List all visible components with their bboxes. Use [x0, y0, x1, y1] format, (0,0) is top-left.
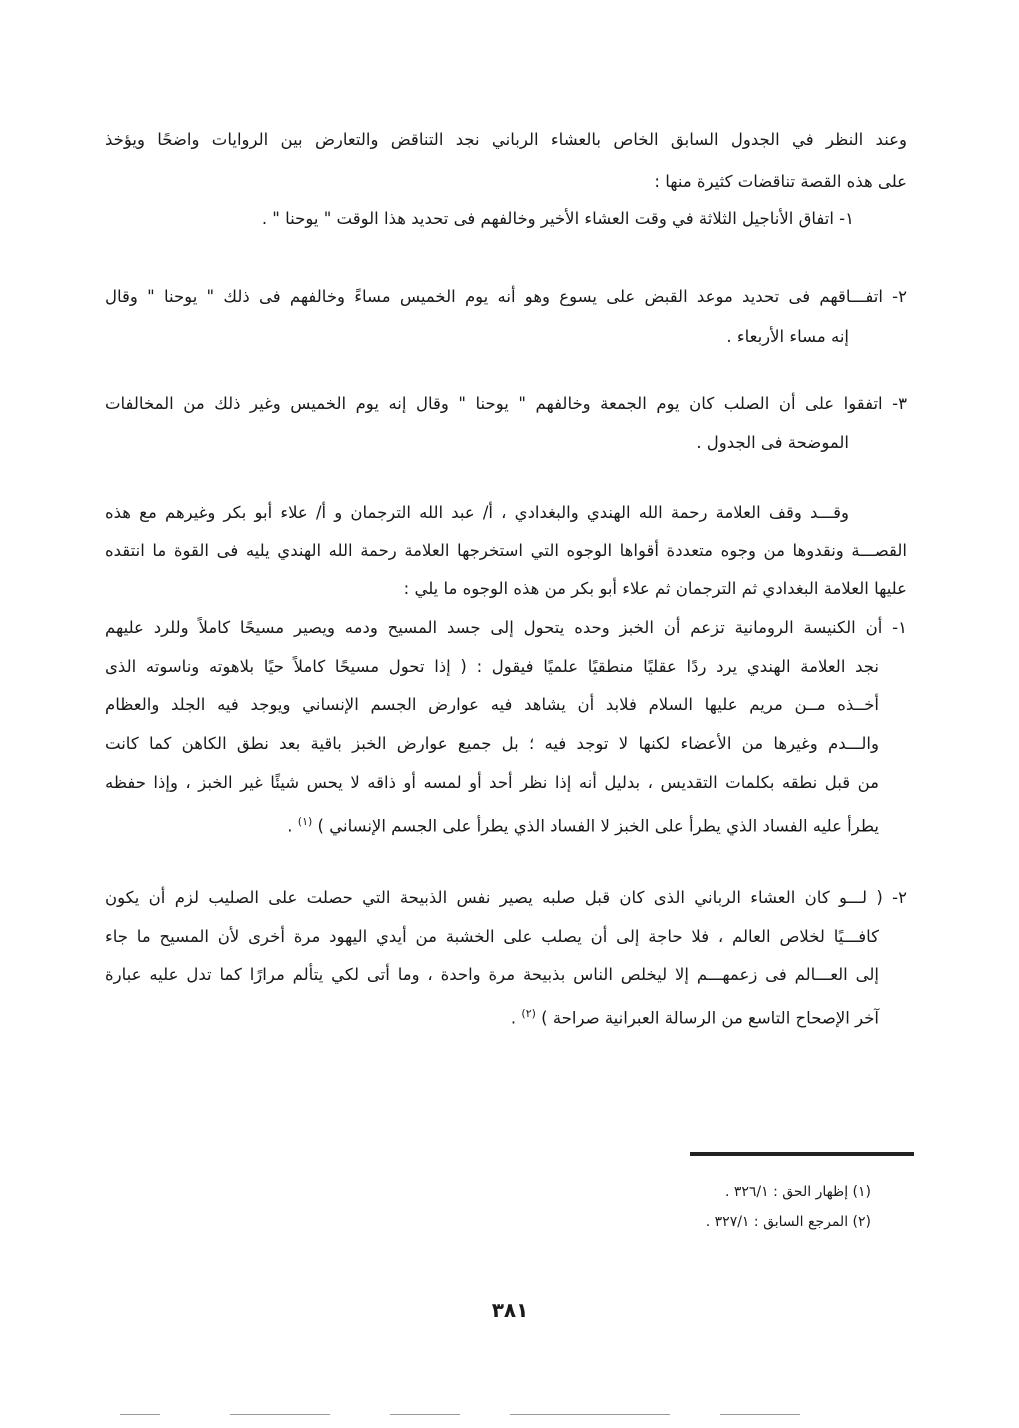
- full-stop: .: [287, 816, 293, 836]
- aspect-2-line: إلى العـــالم فى زعمهـــم إلا ليخلص الناس بذبيحة مرة واحدة ، وما أتى لكي يتألم مرارًا كما تدل عليه عبارة: [105, 965, 879, 984]
- contradiction-item-1: ١- اتفاق الأناجيل الثلاثة في وقت العشاء الأخير وخالفهم فى تحديد هذا الوقت " يوحنا " .: [261, 209, 854, 228]
- critique-intro-line: عليها العلامة البغدادي ثم الترجمان ثم علاء أبو بكر من هذه الوجوه ما يلي :: [403, 579, 907, 598]
- aspect-1-line: نجد العلامة الهندي يرد ردًا عقليًا منطقيًا علميًا فيقول : ( إذا تحول مسيحًا كاملاً حيًا بلاهوته وناسوته الذى: [105, 657, 879, 676]
- aspect-text: يطرأ عليه الفساد الذي يطرأ على الخبز لا الفساد الذي يطرأ على الجسم الإنساني ): [317, 816, 879, 836]
- aspect-2-line: كافـــيًا لخلاص العالم ، فلا حاجة إلى أن يصلب على الخشبة من أيدي اليهود مرة أخرى لأن المسيح ما جاء: [105, 927, 879, 946]
- critique-intro-line: وقـــد وقف العلامة رحمة الله الهندي والبغدادي ، أ/ عبد الله الترجمان و أ/ علاء أبو بكر وغيرهم مع هذه: [105, 503, 849, 522]
- aspect-2-line: ٢- ( لـــو كان العشاء الرباني الذى كان قبل صلبه يصير نفس الذبيحة التي حصلت على الصليب لزم أن يكون: [105, 888, 907, 907]
- aspect-2-last-line: [511, 1002, 879, 1031]
- contradiction-item-2-cont: إنه مساء الأربعاء .: [726, 327, 849, 346]
- aspect-1-line: ١- أن الكنيسة الرومانية تزعم أن الخبز وحده يتحول إلى جسد المسيح ودمه ويصير مسيحًا كاملاً وللرد عليهم: [105, 618, 907, 637]
- contradiction-item-2: ٢- اتفـــاقهم فى تحديد موعد القبض على يسوع وهو أنه يوم الخميس مساءً وخالفهم فى ذلك " يوحنا " وقال: [105, 287, 907, 306]
- scan-edge-mark: [510, 1414, 670, 1415]
- page-number: ٣٨١: [491, 1298, 529, 1322]
- aspect-1-line: والـــدم وغيرها من الأعضاء لكنها لا توجد فيه ؛ بل جميع عوارض الخبز باقية بعد نطق الكاهن كما كانت: [105, 734, 879, 753]
- aspect-1-last-line: [287, 810, 879, 839]
- critique-intro-line: القصـــة ونقدوها من وجوه متعددة أقواها الوجوه التي استخرجها العلامة رحمة الله الهندي يليه فى القوة ما انتقده: [105, 541, 907, 560]
- scan-edge-mark: [390, 1414, 460, 1415]
- contradiction-item-3: ٣- اتفقوا على أن الصلب كان يوم الجمعة وخالفهم " يوحنا " وقال إنه يوم الخميس وغير ذلك من المخالفات: [105, 394, 907, 413]
- intro-line: وعند النظر في الجدول السابق الخاص بالعشاء الرباني نجد التناقض والتعارض بين الروايات واضحًا ويؤخذ: [105, 130, 907, 149]
- contradiction-item-3-cont: الموضحة فى الجدول .: [696, 433, 849, 452]
- aspect-1-line: أخــذه مــن مريم عليها السلام فلابد أن يشاهد فيه عوارض الجسم الإنساني ويوجد فيه الجلد والعظام: [105, 695, 879, 714]
- footnote-divider: [690, 1152, 914, 1156]
- intro-line: على هذه القصة تناقضات كثيرة منها :: [654, 172, 907, 191]
- scan-edge-mark: [230, 1414, 330, 1415]
- scan-edge-mark: [720, 1414, 800, 1415]
- footnote-1: (١) إظهار الحق : ٣٢٦/١ .: [724, 1184, 871, 1200]
- footnote-2: (٢) المرجع السابق : ٣٢٧/١ .: [705, 1214, 871, 1230]
- full-stop: .: [510, 1008, 517, 1028]
- aspect-text: آخر الإصحاح التاسع من الرسالة العبرانية صراحة ): [541, 1008, 879, 1028]
- footnote-ref[interactable]: (٢): [521, 1007, 536, 1020]
- footnote-ref[interactable]: (١): [297, 815, 313, 828]
- scan-edge-mark: [120, 1414, 160, 1415]
- aspect-1-line: من قبل نطقه بكلمات التقديس ، بدليل أنه إذا نظر أحد أو لمسه أو ذاقه لا يحس شيئًا غير الخبز ، وإذا حفظه: [105, 773, 879, 792]
